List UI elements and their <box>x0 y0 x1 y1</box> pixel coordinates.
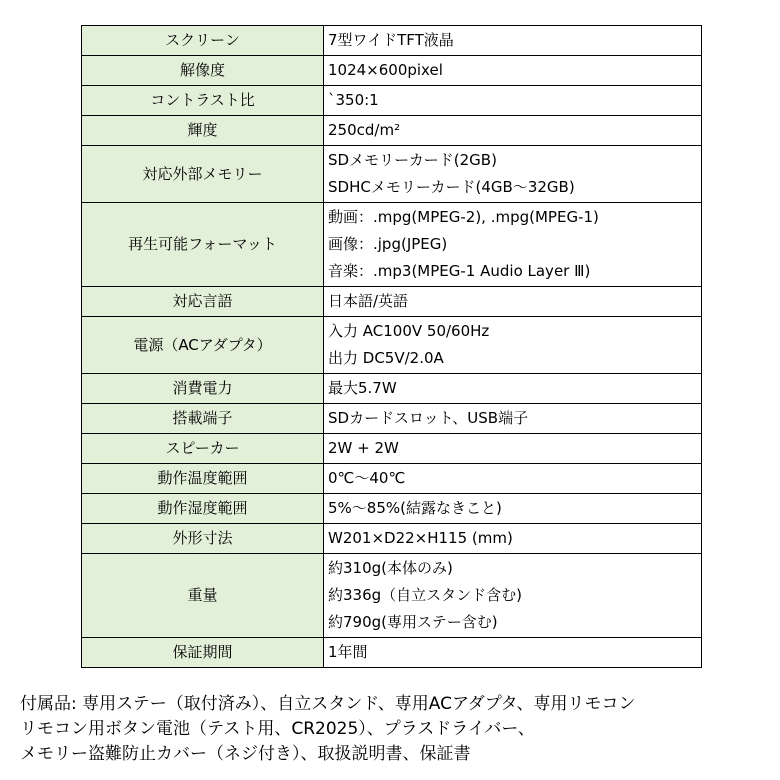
spec-value-line: 約310g(本体のみ) <box>328 559 453 577</box>
spec-label: 搭載端子 <box>82 404 324 434</box>
spec-row <box>82 203 702 287</box>
spec-value-line: 日本語/英語 <box>328 292 409 310</box>
spec-row <box>82 86 702 116</box>
spec-value <box>324 146 702 203</box>
spec-value-line: 画像：.jpg(JPEG) <box>328 235 448 253</box>
spec-value <box>324 524 702 554</box>
spec-row <box>82 56 702 86</box>
spec-label: 重量 <box>82 554 324 638</box>
spec-value <box>324 26 702 56</box>
spec-row <box>82 374 702 404</box>
accessories-line: リモコン用ボタン電池（テスト用、CR2025）、プラスドライバー、 <box>20 719 535 739</box>
spec-value-line: 5%～85%(結露なきこと) <box>328 499 502 517</box>
spec-value <box>324 638 702 668</box>
spec-label: 対応言語 <box>82 287 324 317</box>
spec-table <box>81 25 702 668</box>
spec-value <box>324 56 702 86</box>
spec-row <box>82 287 702 317</box>
accessories-line: 付属品: 専用ステー（取付済み）、自立スタンド、専用ACアダプタ、専用リモコン <box>20 694 636 714</box>
spec-value <box>324 116 702 146</box>
spec-value-line: 出力 DC5V/2.0A <box>328 349 444 367</box>
spec-table-body <box>82 26 702 668</box>
spec-label: 動作温度範囲 <box>82 464 324 494</box>
spec-label: 対応外部メモリー <box>82 146 324 203</box>
spec-row <box>82 464 702 494</box>
spec-label: スクリーン <box>82 26 324 56</box>
spec-value <box>324 434 702 464</box>
spec-row <box>82 524 702 554</box>
spec-value <box>324 554 702 638</box>
spec-value-line: `350:1 <box>328 91 379 109</box>
spec-label: 解像度 <box>82 56 324 86</box>
spec-row <box>82 317 702 374</box>
spec-label: コントラスト比 <box>82 86 324 116</box>
spec-value <box>324 404 702 434</box>
spec-value-line: SDカードスロット、USB端子 <box>328 409 529 427</box>
spec-value-line: 2W + 2W <box>328 439 399 457</box>
spec-label: 保証期間 <box>82 638 324 668</box>
spec-row <box>82 404 702 434</box>
spec-value <box>324 317 702 374</box>
spec-label: 消費電力 <box>82 374 324 404</box>
spec-row <box>82 116 702 146</box>
spec-row <box>82 554 702 638</box>
spec-label: 外形寸法 <box>82 524 324 554</box>
spec-value-line: 250cd/m² <box>328 121 401 139</box>
spec-value-line: 動画：.mpg(MPEG-2), .mpg(MPEG-1) <box>328 208 599 226</box>
spec-value <box>324 287 702 317</box>
spec-value-line: 約336g（自立スタンド含む) <box>328 586 523 604</box>
accessories-list <box>20 692 780 767</box>
spec-value <box>324 494 702 524</box>
spec-value-line: 0℃～40℃ <box>328 469 406 487</box>
spec-row <box>82 434 702 464</box>
spec-label: 電源（ACアダプタ） <box>82 317 324 374</box>
spec-value-line: 7型ワイドTFT液晶 <box>328 31 454 49</box>
spec-label: 輝度 <box>82 116 324 146</box>
spec-value-line: 約790g(専用ステー含む) <box>328 613 498 631</box>
spec-value-line: SDメモリーカード(2GB) <box>328 151 497 169</box>
spec-row <box>82 638 702 668</box>
spec-row <box>82 146 702 203</box>
spec-label: 動作湿度範囲 <box>82 494 324 524</box>
spec-row <box>82 494 702 524</box>
spec-value-line: 1年間 <box>328 643 368 661</box>
spec-label: 再生可能フォーマット <box>82 203 324 287</box>
spec-value-line: SDHCメモリーカード(4GB～32GB) <box>328 178 575 196</box>
spec-value-line: 入力 AC100V 50/60Hz <box>328 322 490 340</box>
accessories-line: メモリー盗難防止カバー（ネジ付き）、取扱説明書、保証書 <box>20 744 471 764</box>
spec-value-line: W201×D22×H115 (mm) <box>328 529 513 547</box>
spec-value <box>324 374 702 404</box>
spec-label: スピーカー <box>82 434 324 464</box>
spec-row <box>82 26 702 56</box>
spec-value <box>324 464 702 494</box>
spec-value-line: 最大5.7W <box>328 379 397 397</box>
spec-value-line: 音楽：.mp3(MPEG-1 Audio Layer Ⅲ) <box>328 262 591 280</box>
spec-value <box>324 86 702 116</box>
spec-value <box>324 203 702 287</box>
spec-value-line: 1024×600pixel <box>328 61 443 79</box>
